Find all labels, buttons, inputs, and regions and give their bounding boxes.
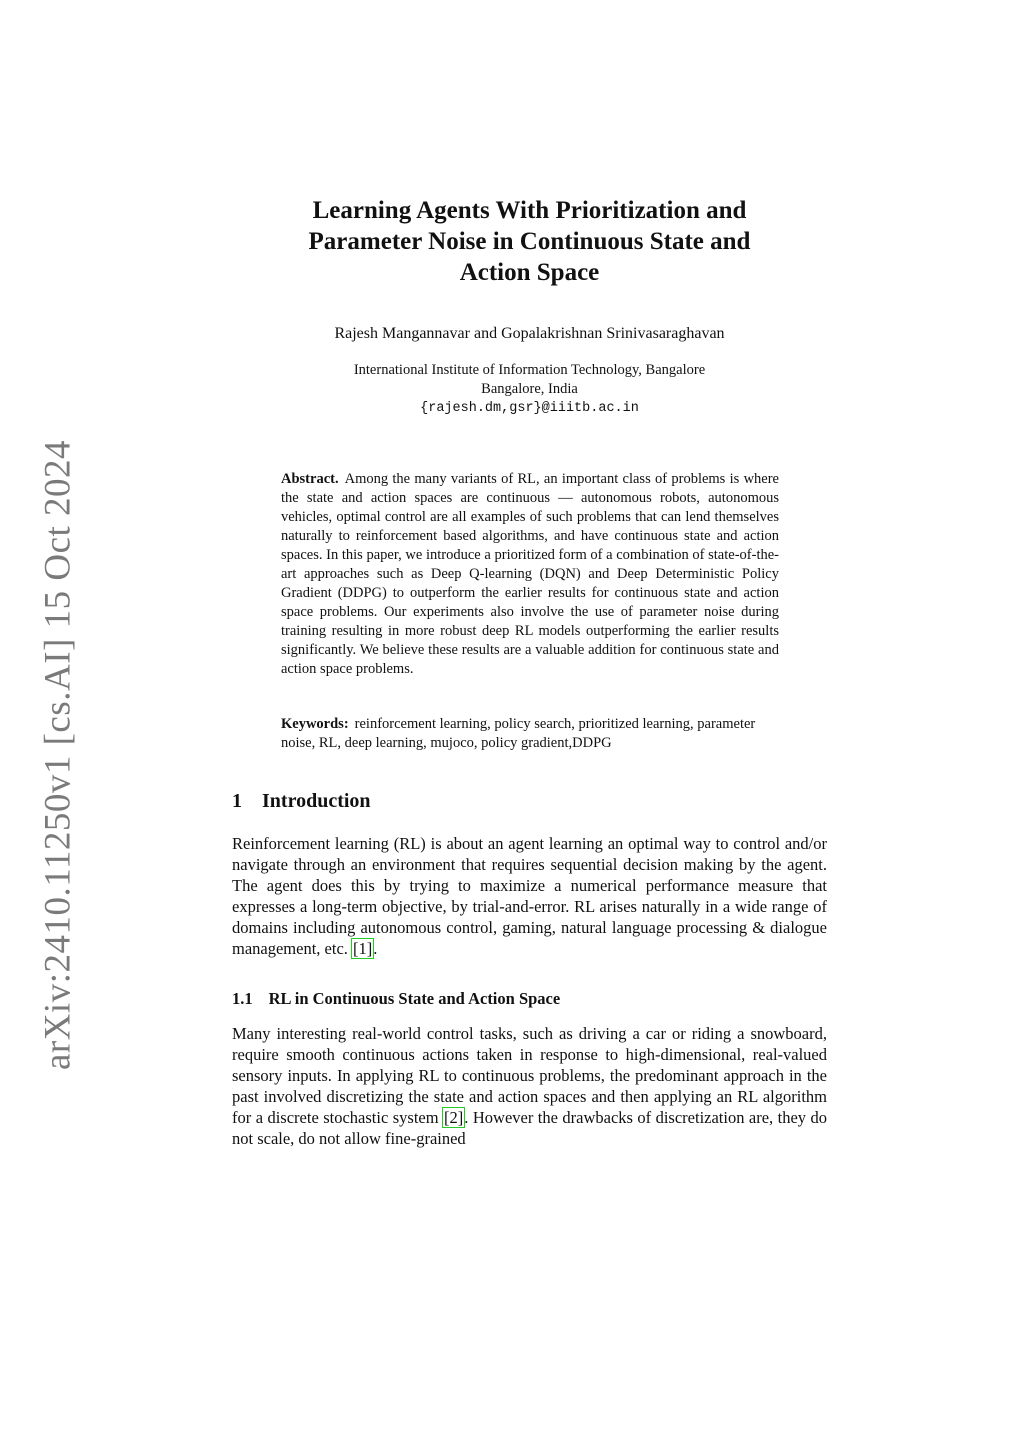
keywords (281, 715, 779, 753)
paper-title (232, 195, 827, 288)
institution-name: International Institute of Information Technology, Bangalore (353, 362, 706, 378)
section-number: 1 (232, 790, 242, 812)
section-title: Introduction (262, 790, 371, 812)
citation-link[interactable]: [2] (444, 1108, 464, 1127)
institution-location: Bangalore, India (481, 381, 578, 397)
subsection-title: RL in Continuous State and Action Space (268, 989, 561, 1008)
paragraph-text: Reinforcement learning (RL) is about an agent learning an optimal way to control and/or navigate through an environment that requires sequential decision making by the agent. The agent does this by trying to maximize a numerical performance measure that expresses a long-term objective, by trial-and-error. RL arises naturally in a wide range of domains including autonomous control, gaming, natural language processing & dialogue management, etc. (232, 834, 827, 958)
citation-link[interactable]: [1] (353, 939, 373, 958)
introduction-paragraph (232, 833, 827, 959)
rl-continuous-paragraph (232, 1023, 827, 1149)
keywords-text: reinforcement learning, policy search, prioritized learning, parameter noise, RL, deep learning, mujoco, policy gradient,DDPG (281, 716, 756, 751)
subsection-heading-rl-continuous (232, 988, 560, 1009)
author-list: Rajesh Mangannavar and Gopalakrishnan Srinivasaraghavan (334, 325, 725, 342)
abstract-text: Among the many variants of RL, an important class of problems is where the state and action spaces are continuous — autonomous robots, autonomous vehicles, optimal control are all examples of such problems that can lend themselves naturally to reinforcement based algorithms, and have continuous state and action spaces. In this paper, we introduce a prioritized form of a combination of state-of-the-art approaches such as Deep Q-learning (DQN) and Deep Deterministic Policy Gradient (DDPG) to outperform the earlier results for continuous state and action space problems. Our experiments also involve the use of parameter noise during training resulting in more robust deep RL models outperforming the earlier results significantly. We believe these results are a valuable addition for continuous state and action space problems. (281, 471, 779, 677)
paragraph-text: Many interesting real-world control tasks, such as driving a car or riding a snowboard, require smooth continuous actions taken in response to high-dimensional, real-valued sensory inputs. In applying RL to continuous problems, the predominant approach in the past involved discretizing the state and action spaces and then applying an RL algorithm for a discrete stochastic system (232, 1024, 827, 1127)
paragraph-text-end: . However the drawbacks of discretization are, they do not scale, do not allow fine-grained (232, 1108, 827, 1148)
arxiv-identifier-stamp: arXiv:2410.11250v1 [cs.AI] 15 Oct 2024 (37, 439, 79, 1071)
keywords-label: Keywords: (281, 716, 349, 732)
subsection-number: 1.1 (232, 989, 253, 1008)
affiliation-block (232, 361, 827, 418)
author-email: {rajesh.dm,gsr}@iiitb.ac.in (420, 401, 639, 416)
abstract-label: Abstract. (281, 471, 339, 487)
paragraph-text-end: . (373, 939, 378, 958)
abstract (281, 470, 779, 679)
title-line: Action Space (459, 259, 600, 286)
title-line: Learning Agents With Prioritization and (312, 197, 747, 224)
title-line: Parameter Noise in Continuous State and (308, 228, 751, 255)
section-heading-introduction (232, 788, 371, 814)
